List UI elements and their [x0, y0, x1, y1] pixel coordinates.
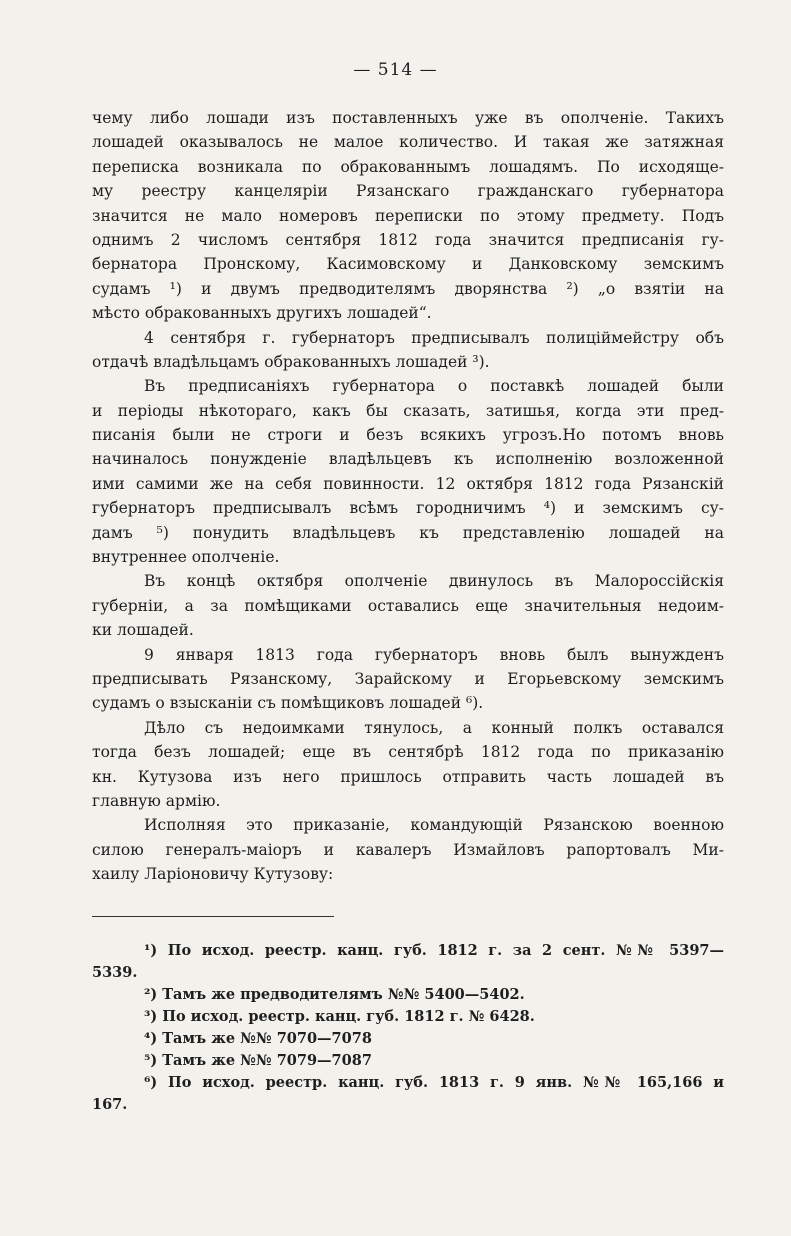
body-text — [92, 106, 724, 887]
footnote-line: ¹) По исход. реестр. канц. губ. 1812 г. за 2 сент. №№ 5397— — [144, 942, 724, 959]
footnote-divider — [92, 916, 334, 917]
text-line: судамъ о взысканіи съ помѣщиковъ лошадей ⁶). — [92, 694, 484, 713]
text-line: Въ концѣ октября ополченіе двинулось въ Малороссійскія — [144, 572, 724, 591]
text-line: предписывать Рязанскому, Зарайскому и Егорьевскому земскимъ — [92, 669, 724, 688]
text-line: главную армію. — [92, 791, 221, 810]
text-line: губернаторъ предписывалъ всѣмъ городничимъ ⁴) и земскимъ су- — [92, 499, 724, 518]
text-line: кн. Кутузова изъ него пришлось отправить часть лошадей въ — [92, 767, 724, 786]
footnote-line: ²) Тамъ же предводителямъ №№ 5400—5402. — [144, 986, 525, 1003]
text-line: Исполняя это приказаніе, командующій Рязанскою военною — [144, 816, 724, 835]
footnote-line: 167. — [92, 1096, 128, 1113]
footnote-line: ³) По исход. реестр. канц. губ. 1812 г. № 6428. — [144, 1008, 535, 1025]
text-line: силою генералъ-маіоръ и кавалеръ Измайловъ рапортовалъ Ми- — [92, 840, 724, 859]
text-line: и періоды нѣкотораго, какъ бы сказать, затишья, когда эти пред- — [92, 401, 724, 420]
text-line: судамъ ¹) и двумъ предводителямъ дворянства ²) „о взятіи на — [92, 279, 724, 298]
text-line: начиналось понужденіе владѣльцевъ къ исполненію возложенной — [92, 450, 724, 469]
text-line: му реестру канцеляріи Рязанскаго гражданскаго губернатора — [92, 182, 724, 201]
text-line: 4 сентября г. губернаторъ предписывалъ полиціймейстру объ — [144, 328, 724, 347]
text-line: писанія были не строги и безъ всякихъ угрозъ.Но потомъ вновь — [92, 426, 724, 445]
text-line: тогда безъ лошадей; еще въ сентябрѣ 1812 года по приказанію — [92, 743, 724, 762]
text-line: дамъ ⁵) понудить владѣльцевъ къ представленію лошадей на — [92, 523, 724, 542]
footnote-line: ⁵) Тамъ же №№ 7079—7087 — [144, 1052, 372, 1069]
text-line: лошадей оказывалось не малое количество. И такая же затяжная — [92, 133, 724, 152]
text-line: переписка возникала по обракованнымъ лошадямъ. По исходяще- — [92, 157, 724, 176]
text-line: ки лошадей. — [92, 621, 194, 640]
text-line: бернатора Пронскому, Касимовскому и Данковскому земскимъ — [92, 255, 724, 274]
text-line: отдачѣ владѣльцамъ обракованныхъ лошадей ³). — [92, 352, 490, 371]
footnote-line: ⁴) Тамъ же №№ 7070—7078 — [144, 1030, 372, 1047]
text-line: внутреннее ополченіе. — [92, 548, 280, 567]
text-line: губерніи, а за помѣщиками оставались еще значительныя недоим- — [92, 596, 724, 615]
text-line: однимъ 2 числомъ сентября 1812 года значится предписанія гу- — [92, 230, 724, 249]
footnote-line: 5339. — [92, 964, 138, 981]
footnotes — [92, 940, 724, 1116]
text-line: 9 января 1813 года губернаторъ вновь былъ вынужденъ — [144, 645, 724, 664]
text-line: хаилу Ларіоновичу Кутузову: — [92, 865, 334, 884]
text-line: мѣсто обракованныхъ другихъ лошадей“. — [92, 304, 432, 323]
text-line: Дѣло съ недоимками тянулось, а конный полкъ оставался — [144, 718, 724, 737]
page-number: — 514 — — [353, 60, 438, 80]
text-line: значится не мало номеровъ переписки по этому предмету. Подъ — [92, 206, 724, 225]
footnote-line: ⁶) По исход. реестр. канц. губ. 1813 г. 9 янв. №№ 165,166 и — [144, 1074, 724, 1091]
text-line: Въ предписаніяхъ губернатора о поставкѣ лошадей были — [144, 377, 724, 396]
text-line: чему либо лошади изъ поставленныхъ уже въ ополченіе. Такихъ — [92, 109, 724, 127]
text-line: ими самими же на себя повинности. 12 октября 1812 года Рязанскій — [92, 474, 724, 493]
